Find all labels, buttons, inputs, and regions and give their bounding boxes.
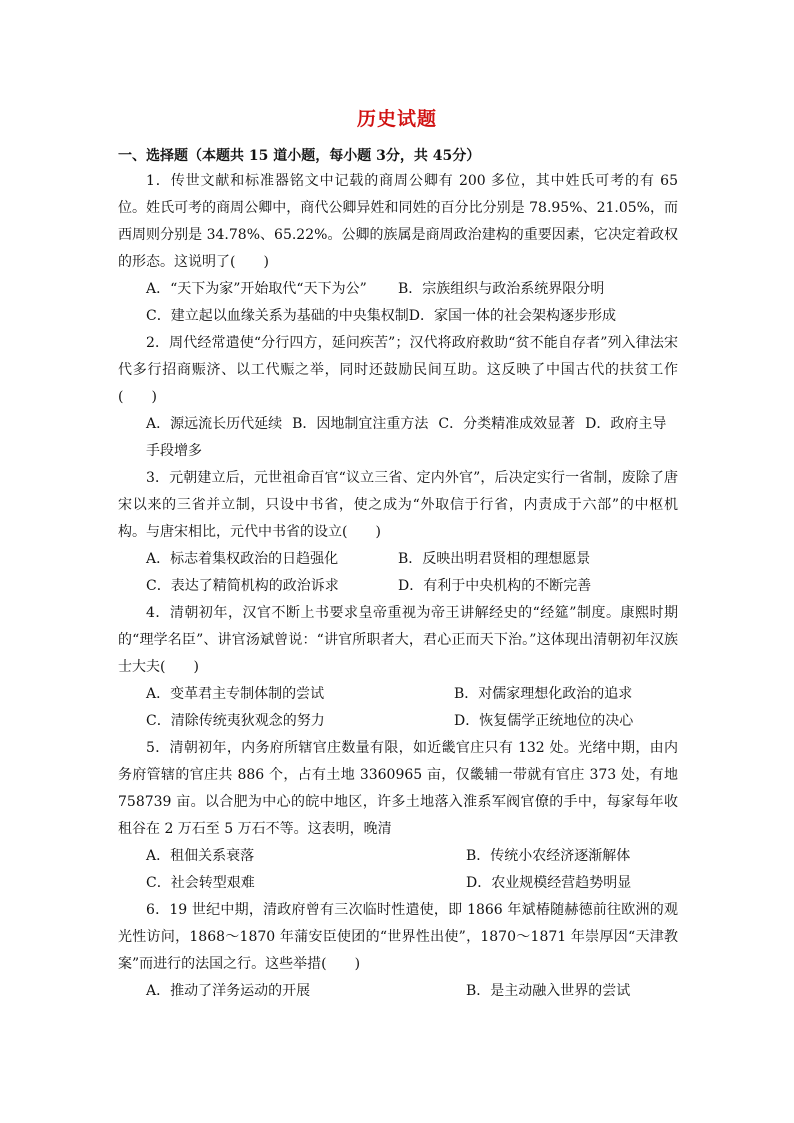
question-1 (118, 168, 678, 330)
option-a: A．变革君主专制体制的尝试 (146, 686, 325, 702)
option-c: C．建立起以血缘关系为基础的中央集权制 (146, 308, 409, 324)
section-heading: 一、选择题（本题共 15 道小题，每小题 3分，共 45分） (118, 148, 481, 164)
option-a: A．“天下为家”开始取代“天下为公” (146, 281, 367, 297)
option-b: B．对儒家理想化政治的追求 (454, 686, 633, 702)
option-a: A．租佃关系衰落 (146, 848, 255, 864)
option-b: B．因地制宜注重方法 (292, 416, 429, 432)
question-4 (118, 600, 678, 735)
option-a: A．标志着集权政治的日趋强化 (146, 551, 339, 567)
page-title: 历史试题 (356, 108, 437, 130)
question-stem: 4．清朝初年，汉官不断上书要求皇帝重视为帝王讲解经史的“经筵”制度。康熙时期的“理学名臣”、讲官汤斌曾说：“讲官所职者大，君心正而天下治。”这体现出清朝初年汉族士大夫( ) (118, 605, 678, 675)
option-c: C．社会转型艰难 (146, 875, 255, 891)
question-stem: 5．清朝初年，内务府所辖官庄数量有限，如近畿官庄只有 132 处。光绪中期，由内务府管辖的官庄共 886 个，占有土地 3360965 亩，仅畿辅一带就有官庄 373 处，有地 758739 亩。以合肥为中心的皖中地区，许多土地落入淮系军阀官僚的手中，每家每年收租谷在 2 万石至 5 万石不等。这表明，晚清 (118, 740, 678, 837)
option-b: B．是主动融入世界的尝试 (466, 983, 631, 999)
option-d: D．农业规模经营趋势明显 (466, 875, 632, 891)
option-a: A．源远流长历代延续 (146, 416, 283, 432)
question-stem: 1．传世文献和标准器铭文中记载的商周公卿有 200 多位，其中姓氏可考的有 65 位。姓氏可考的商周公卿中，商代公卿异姓和同姓的百分比分别是 78.95%、21.05%，而西周则分别是 34.78%、65.22%。公卿的族属是商周政治建构的重要因素，它决定着政权的形态。这说明了( ) (118, 173, 678, 270)
question-5 (118, 735, 678, 897)
question-6 (118, 897, 678, 1005)
question-stem: 2．周代经常遣使“分行四方，延问疾苦”；汉代将政府救助“贫不能自存者”列入律法宋代多行招商赈济、以工代赈之举，同时还鼓励民间互助。这反映了中国古代的扶贫工作( ) (118, 335, 678, 405)
option-c: C．表达了精简机构的政治诉求 (146, 578, 339, 594)
option-group (118, 276, 678, 330)
question-stem: 6．19 世纪中期，清政府曾有三次临时性遣使，即 1866 年斌椿随赫德前往欧洲的观光性访问，1868～1870 年蒲安臣使团的“世界性出使”，1870～1871 年崇厚因“天津教案”而进行的法国之行。这些举措( ) (118, 902, 678, 972)
option-d: D．家国一体的社会架构逐步形成 (408, 308, 616, 324)
option-b: B．传统小农经济逐渐解体 (466, 848, 631, 864)
option-d: D．有利于中央机构的不断完善 (398, 578, 592, 594)
question-list (118, 168, 678, 1005)
option-group (118, 546, 678, 600)
question-2 (118, 330, 678, 465)
option-b: B．反映出明君贤相的理想愿景 (398, 551, 591, 567)
option-group (118, 411, 678, 465)
option-group (118, 843, 678, 897)
option-d: D．恢复儒学正统地位的决心 (454, 713, 634, 729)
question-stem: 3．元朝建立后，元世祖命百官“议立三省、定内外官”，后决定实行一省制，废除了唐宋以来的三省并立制，只设中书省，使之成为“外取信于行省，内责成于六部”的中枢机构。与唐宋相比，元代中书省的设立( ) (118, 470, 678, 540)
option-b: B．宗族组织与政治系统界限分明 (398, 281, 605, 297)
option-a: A．推动了洋务运动的开展 (146, 983, 311, 999)
option-group (118, 681, 678, 735)
option-c: C．清除传统夷狄观念的努力 (146, 713, 325, 729)
option-d: D．政府主导手段增多 (146, 416, 667, 459)
option-c: C．分类精准成效显著 (438, 416, 576, 432)
option-group (118, 978, 678, 1005)
question-3 (118, 465, 678, 600)
